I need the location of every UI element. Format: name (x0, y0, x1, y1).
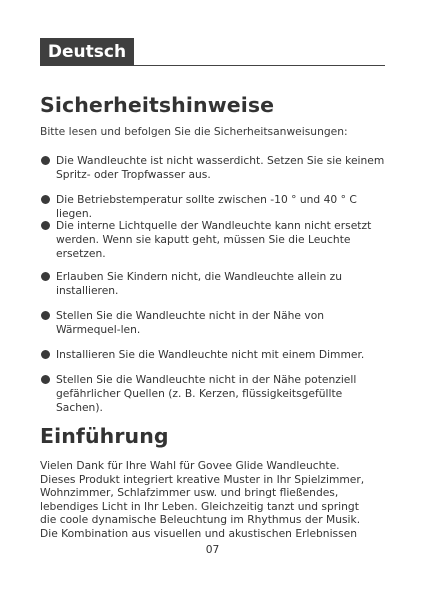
bullet-icon (41, 350, 50, 359)
safety-intro: Bitte lesen und befolgen Sie die Sicherheitsanweisungen: (40, 125, 348, 138)
safety-rule (40, 219, 390, 261)
introduction-heading: Einführung (40, 424, 169, 448)
introduction-line: lebendiges Licht in Ihr Leben. Gleichzeitig tanzt und springt (40, 499, 359, 513)
bullet-icon (41, 311, 50, 320)
introduction-line: Dieses Produkt integriert kreative Muster in Ihr Spielzimmer, (40, 472, 365, 486)
page-number: 07 (205, 543, 220, 556)
safety-rule (40, 309, 390, 337)
bullet-icon (41, 375, 50, 384)
bullet-icon (41, 156, 50, 165)
introduction-paragraph (40, 459, 385, 541)
safety-rule-text: Die interne Lichtquelle der Wandleuchte kann nicht ersetzt werden. Wenn sie kaputt geht, müssen Sie die Leuchte ersetzen. (56, 219, 372, 260)
safety-rule-text: Stellen Sie die Wandleuchte nicht in der Nähe von Wärmequel-len. (56, 309, 325, 336)
bullet-icon (41, 272, 50, 281)
safety-rule (40, 348, 390, 362)
language-tag: Deutsch (40, 38, 134, 66)
safety-rule (40, 193, 390, 221)
safety-rule-text: Erlauben Sie Kindern nicht, die Wandleuchte allein zu installieren. (56, 270, 342, 297)
safety-rule (40, 373, 390, 415)
safety-rule (40, 154, 390, 182)
safety-rule-text: Installieren Sie die Wandleuchte nicht mit einem Dimmer. (56, 348, 365, 361)
introduction-line: die coole dynamische Beleuchtung im Rhythmus der Musik. (40, 513, 361, 527)
introduction-line: Wohnzimmer, Schlafzimmer usw. und bringt fließendes, (40, 486, 339, 500)
introduction-line: Die Kombination aus visuellen und akustischen Erlebnissen (40, 526, 358, 540)
safety-rule (40, 270, 390, 298)
introduction-line: Vielen Dank für Ihre Wahl für Govee Glide Wandleuchte. (40, 459, 340, 472)
bullet-icon (41, 195, 50, 204)
safety-rule-text: Stellen Sie die Wandleuchte nicht in der Nähe potenziell gefährlicher Quellen (z. B. Kerzen, flüssigkeitsgefüllte Sachen). (56, 373, 357, 414)
safety-rule-text: Die Betriebstemperatur sollte zwischen -10 ° und 40 ° C liegen. (56, 193, 357, 220)
safety-heading: Sicherheitshinweise (40, 93, 275, 117)
bullet-icon (41, 221, 50, 230)
header-divider (134, 65, 385, 66)
safety-rule-text: Die Wandleuchte ist nicht wasserdicht. Setzen Sie sie keinem Spritz- oder Tropfwasser aus. (56, 154, 385, 181)
